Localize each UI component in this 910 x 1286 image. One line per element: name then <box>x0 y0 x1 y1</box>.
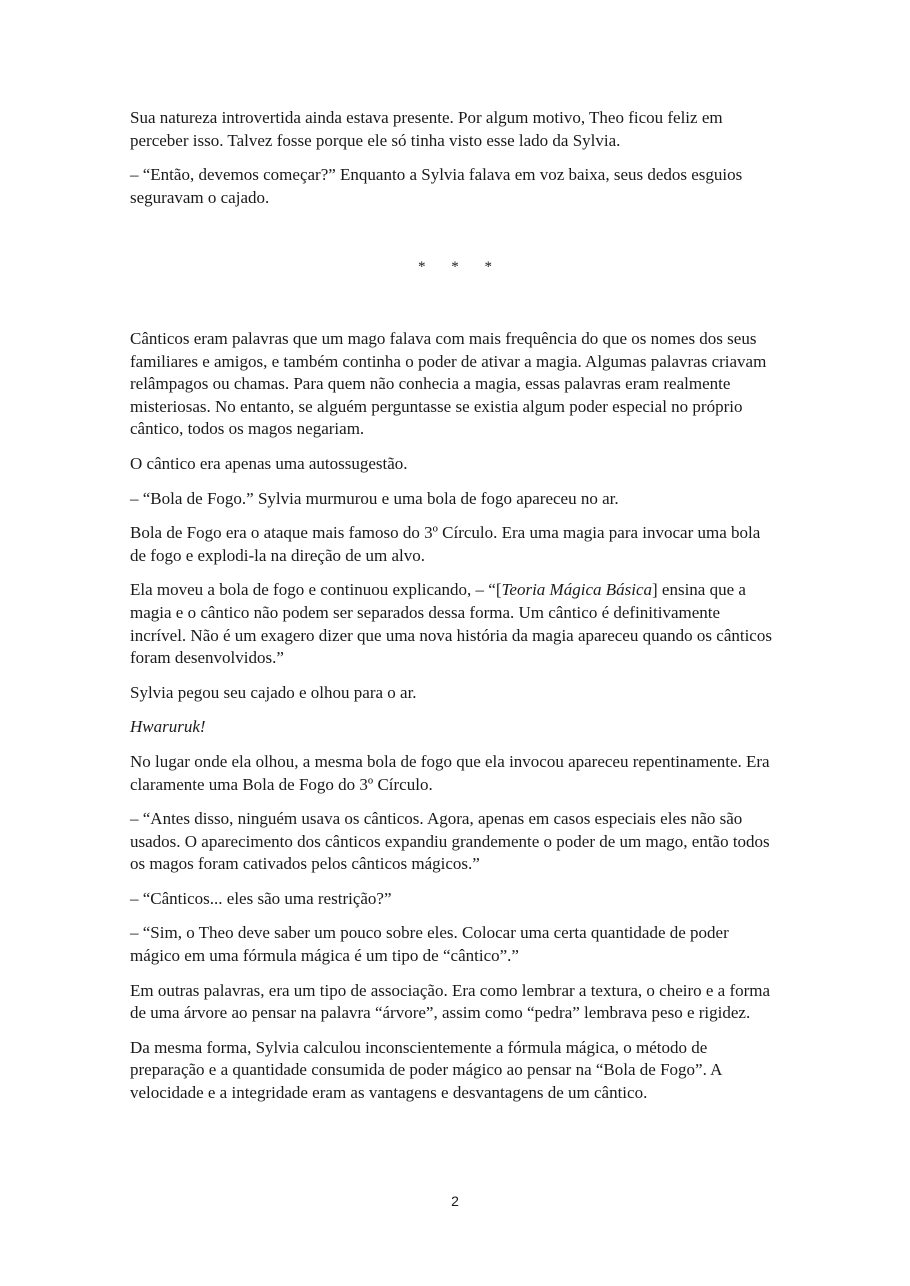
paragraph: Da mesma forma, Sylvia calculou inconscientemente a fórmula mágica, o método de preparação e a quantidade consumida de poder mágico ao pensar na “Bola de Fogo”. A velocidade e a integridade eram as vantagens e desvantagens de um cântico. <box>130 1037 722 1103</box>
paragraph: O cântico era apenas uma autossugestão. <box>130 453 408 473</box>
main-text-block <box>130 328 780 1117</box>
paragraph-text: Ela moveu a bola de fogo e continuou explicando, – “[ <box>130 580 502 600</box>
page-number: 2 <box>451 1193 459 1209</box>
scene-break-star: * <box>418 259 426 275</box>
scene-break <box>0 259 910 276</box>
paragraph: Sylvia pegou seu cajado e olhou para o ar. <box>130 682 417 702</box>
paragraph: – “Cânticos... eles são uma restrição?” <box>130 888 392 908</box>
paragraph: – “Antes disso, ninguém usava os cânticos. Agora, apenas em casos especiais eles não são usados. O aparecimento dos cânticos expandiu grandemente o poder de um mago, então todos os magos foram cativados pelos cânticos mágicos.” <box>130 809 770 874</box>
paragraph: Cânticos eram palavras que um mago falava com mais frequência do que os nomes dos seus familiares e amigos, e também continha o poder de ativar a magia. Algumas palavras criavam relâmpagos ou chamas. Para quem não conhecia a magia, essas palavras eram realmente misteriosas. No entanto, se alguém perguntasse se existia algum poder especial no próprio cântico, todos os magos negariam. <box>130 329 767 439</box>
scene-break-star: * <box>451 259 459 275</box>
paragraph: Sua natureza introvertida ainda estava presente. Por algum motivo, Theo ficou feliz em perceber isso. Talvez fosse porque ele só tinha visto esse lado da Sylvia. <box>130 108 723 150</box>
scene-break-star: * <box>484 259 492 275</box>
paragraph: – “Sim, o Theo deve saber um pouco sobre eles. Colocar uma certa quantidade de poder mágico em uma fórmula mágica é um tipo de “cântico”.” <box>130 923 729 966</box>
paragraph-text: ] ensina que a magia e o cântico não podem ser separados dessa forma. Um cântico é definitivamente incrível. Não é um exagero dizer que uma nova história da magia apareceu quando os cânticos foram desenvolvidos.” <box>130 580 772 668</box>
book-title-italic: Teoria Mágica Básica <box>501 580 653 600</box>
paragraph <box>130 579 780 669</box>
sound-effect-paragraph: Hwaruruk! <box>130 717 206 737</box>
paragraph: – “Bola de Fogo.” Sylvia murmurou e uma bola de fogo apareceu no ar. <box>130 488 619 508</box>
paragraph: Em outras palavras, era um tipo de associação. Era como lembrar a textura, o cheiro e a forma de uma árvore ao pensar na palavra “árvore”, assim como “pedra” lembrava peso e rigidez. <box>130 980 771 1023</box>
opening-text-block <box>130 107 780 221</box>
paragraph: Bola de Fogo era o ataque mais famoso do 3º Círculo. Era uma magia para invocar uma bola de fogo e explodi-la na direção de um alvo. <box>130 523 761 565</box>
paragraph: – “Então, devemos começar?” Enquanto a Sylvia falava em voz baixa, seus dedos esguios seguravam o cajado. <box>130 165 743 207</box>
paragraph: No lugar onde ela olhou, a mesma bola de fogo que ela invocou apareceu repentinamente. Era claramente uma Bola de Fogo do 3º Círculo. <box>130 751 770 794</box>
